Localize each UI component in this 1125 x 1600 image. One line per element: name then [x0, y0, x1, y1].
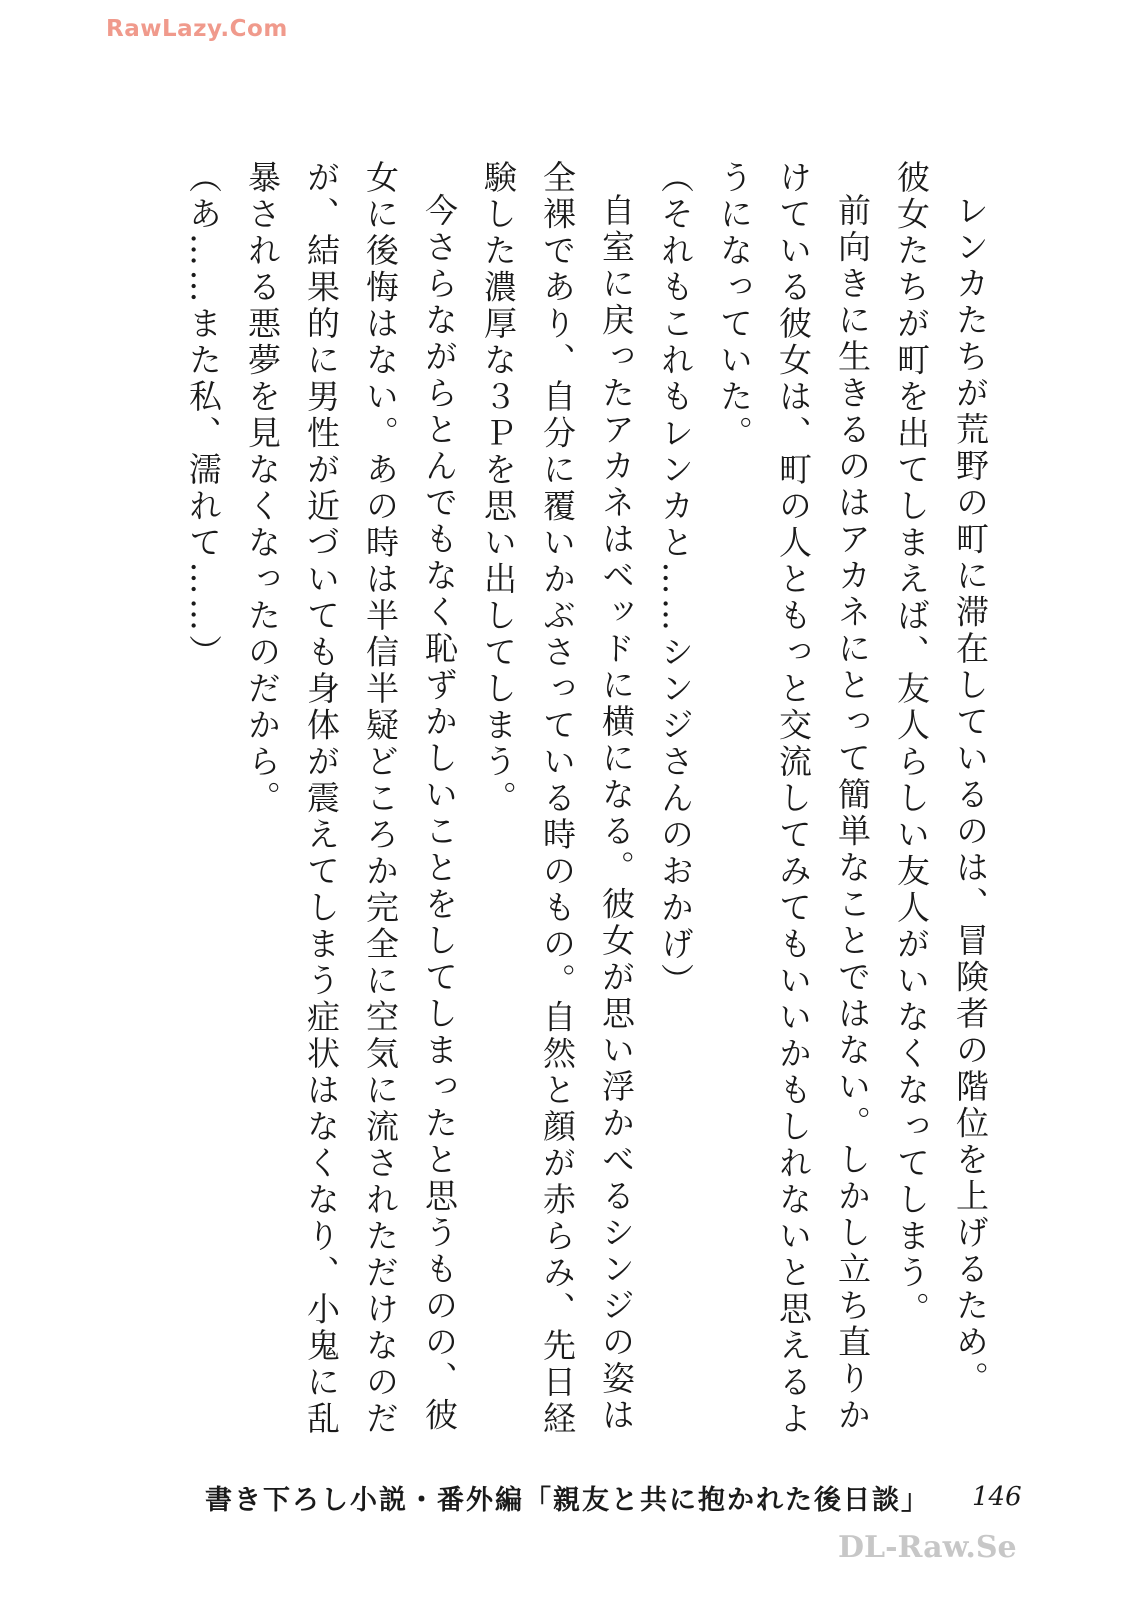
page-number: 146: [972, 1482, 1022, 1512]
novel-body-text: [150, 160, 1000, 1450]
paragraph-4: （それもこれもレンカと……シンジさんのおかげ）: [656, 160, 695, 1000]
watermark-bottom: DL-Raw.Se: [838, 1530, 1017, 1565]
paragraph-6: 今さらながらとんでもなく恥ずかしいことをしてしまったと思うものの、彼女に後悔はない。あの時は半信半疑どころか完全に空気に流されただけなのだが、結果的に男性が近づいても身体が震えてしまう症状はなくなり、小鬼に乱暴される悪夢を見なくなったのだから。: [243, 160, 459, 1438]
paragraph-3: 前向きに生きるのはアカネにとって簡単なことではない。しかし立ち直りかけている彼女は、町の人ともっと交流してみてもいいかもしれないと思えるようになっていた。: [715, 160, 872, 1438]
paragraph-2: 彼女たちが町を出てしまえば、友人らしい友人がいなくなってしまう。: [892, 160, 931, 1328]
paragraph-7: （あ……また私、濡れて……）: [184, 160, 223, 671]
footer-title: 書き下ろし小説・番外編「親友と共に抱かれた後日談」: [205, 1485, 930, 1516]
paragraph-1: レンカたちが荒野の町に滞在しているのは、冒険者の階位を上げるため。: [951, 193, 990, 1398]
paragraph-5: 自室に戻ったアカネはベッドに横になる。彼女が思い浮かべるシンジの姿は全裸であり、自分に覆いかぶさっている時のもの。自然と顔が赤らみ、先日経験した濃厚な３Ｐを思い出してしまう。: [479, 160, 636, 1438]
watermark-top: RawLazy.Com: [106, 16, 288, 42]
